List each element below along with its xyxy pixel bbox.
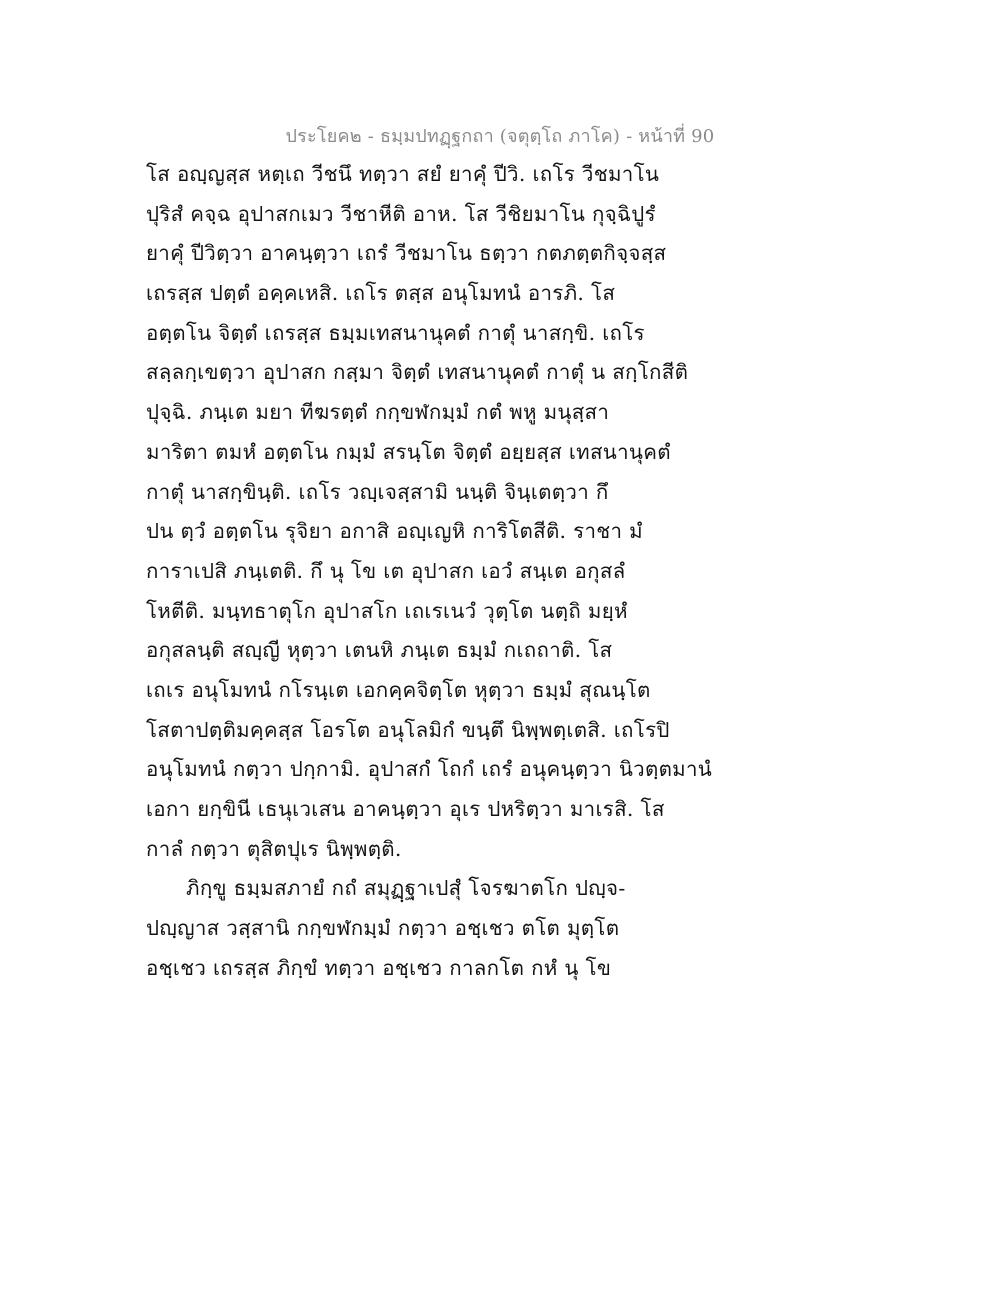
text-line: อนุโมทนํ กตฺวา ปกฺกามิ. อุปาสกํ โถกํ เถรํ อนุคนฺตฺวา นิวตฺตมานํ <box>146 757 713 782</box>
page-header: ประโยค๒ - ธมฺมปทฏฺฐกถา (จตุตฺโถ ภาโค) - หน้าที่ 90 <box>285 126 715 147</box>
text-line: กาตุํ นาสกฺขินฺติ. เถโร วญฺเจสฺสามิ นนฺติ จินฺเตตฺวา กึ <box>146 479 609 504</box>
text-line: โส อญฺญสฺส หตฺเถ วีชนึ ทตฺวา สยํ ยาคุํ ปีวิ. เถโร วีชมาโน <box>146 162 660 186</box>
text-line: เอกา ยกฺขินี เธนุเวเสน อาคนฺตฺวา อุเร ปหริตฺวา มาเรสิ. โส <box>146 797 665 821</box>
text-line: อตฺตโน จิตฺตํ เถรสฺส ธมฺมเทสนานุคตํ กาตุํ นาสกฺขิ. เถโร <box>146 320 645 345</box>
text-line: โสตาปตฺติมคฺคสฺส โอรโต อนุโลมิกํ ขนฺตึ นิพฺพตฺเตสิ. เถโรปิ <box>146 717 670 742</box>
text-line: ปน ตฺวํ อตฺตโน รุจิยา อกาสิ อญฺเญหิ การิโตสีติ. ราชา มํ <box>146 519 643 544</box>
text-line: ปญฺญาส วสฺสานิ กกฺขฬกมฺมํ กตฺวา อชฺเชว ตโต มุตฺโต <box>146 916 620 941</box>
text-line: เถรสฺส ปตฺตํ อคฺคเหสิ. เถโร ตสฺส อนุโมทนํ อารภิ. โส <box>146 281 616 306</box>
text-line: โหตีติ. มนฺทธาตุโก อุปาสโก เถเรเนวํ วุตฺโต นตฺถิ มยฺหํ <box>146 598 628 623</box>
paragraph-first-line: ภิกฺขู ธมฺมสภายํ กถํ สมุฏฺฐาเปสุํ โจรฆาตโก ปญฺจ- <box>186 876 626 901</box>
text-line: อกุสลนฺติ สญฺญี หุตฺวา เตนหิ ภนฺเต ธมฺมํ กเถถาติ. โส <box>146 638 613 663</box>
body-text <box>146 155 713 988</box>
text-line: ยาคุํ ปีวิตฺวา อาคนฺตฺวา เถรํ วีชมาโน ธตฺวา กตภตฺตกิจฺจสฺส <box>146 241 667 266</box>
text-line: ปุริสํ คจฺฉ อุปาสกเมว วีชาหีติ อาห. โส วีชิยมาโน กุจฺฉิปูรํ <box>146 201 656 226</box>
text-line: มาริตา ตมหํ อตฺตโน กมฺมํ สรนฺโต จิตฺตํ อยฺยสฺส เทสนานุคตํ <box>146 439 671 464</box>
text-line: กาลํ กตฺวา ตุสิตปุเร นิพฺพตฺติ. <box>146 836 402 861</box>
text-line: การาเปสิ ภนฺเตติ. กึ นุ โข เต อุปาสก เอวํ สนฺเต อกุสลํ <box>146 558 626 583</box>
text-line: สลฺลกฺเขตฺวา อุปาสก กสฺมา จิตฺตํ เทสนานุคตํ กาตุํ น สกฺโกสีติ <box>146 360 689 385</box>
text-line: อชฺเชว เถรสฺส ภิกฺขํ ทตฺวา อชฺเชว กาลกโต กหํ นุ โข <box>146 955 612 980</box>
text-line: ปุจฺฉิ. ภนฺเต มยา ทีฆรตฺตํ กกฺขฬกมฺมํ กตํ พหู มนุสฺสา <box>146 400 610 425</box>
text-line: เถเร อนุโมทนํ กโรนฺเต เอกคฺคจิตฺโต หุตฺวา ธมฺมํ สุณนฺโต <box>146 677 651 702</box>
